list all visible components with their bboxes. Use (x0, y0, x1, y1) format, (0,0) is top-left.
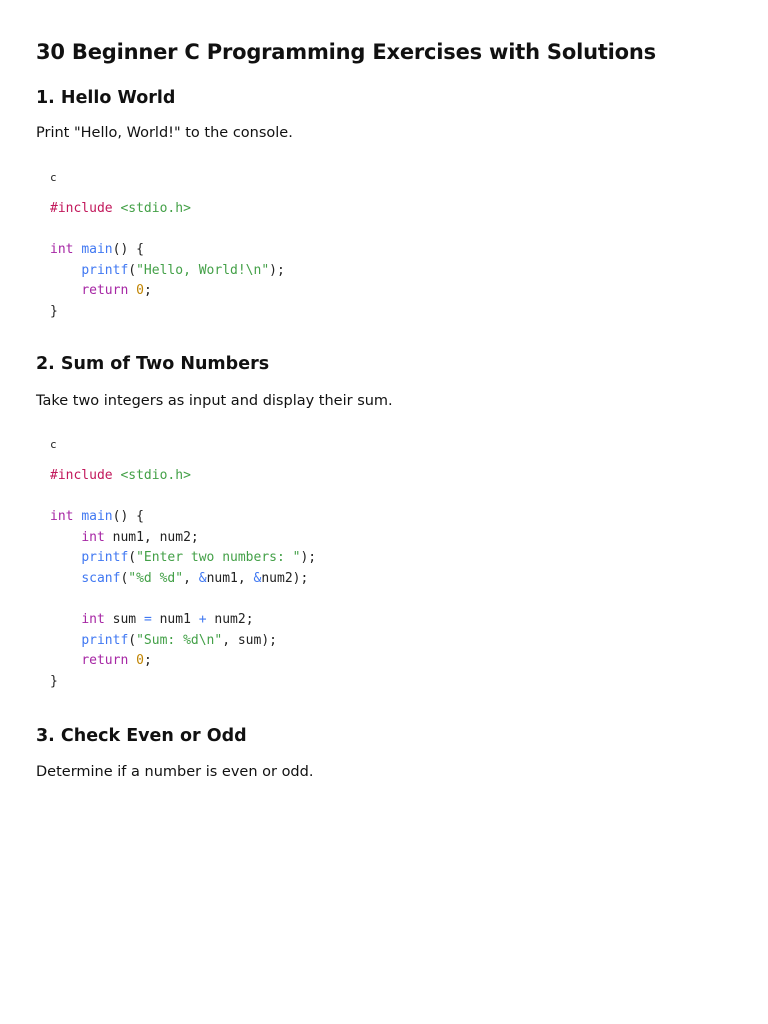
code-token: main (81, 509, 113, 525)
code-token: <stdio.h> (120, 468, 191, 483)
code-token: num1, (206, 570, 254, 586)
code-token: scanf (81, 570, 121, 586)
code-token: int (50, 242, 74, 258)
code-language-label: c (50, 438, 57, 451)
code-line (50, 261, 285, 282)
code-token: printf (81, 632, 129, 648)
section-heading-check-even-or-odd: 3. Check Even or Odd (36, 726, 247, 746)
section-heading-sum-of-two-numbers: 2. Sum of Two Numbers (36, 354, 270, 374)
code-line (50, 672, 316, 693)
code-token: } (50, 673, 58, 689)
code-token: & (198, 570, 207, 586)
code-token: ( (128, 262, 137, 278)
code-token: int (81, 612, 105, 628)
code-line (50, 466, 316, 487)
code-token: return (81, 283, 129, 299)
code-token: + (198, 612, 207, 628)
code-token: #include (50, 468, 113, 483)
code-token: num2; (206, 612, 254, 628)
section-description-sum-of-two-numbers: Take two integers as input and display their sum. (36, 393, 393, 409)
code-token: ; (143, 653, 152, 669)
code-token: main (81, 242, 113, 258)
code-line (50, 631, 316, 652)
code-token: & (253, 570, 262, 586)
code-token: num1, num2; (104, 529, 199, 545)
code-token: <stdio.h> (120, 201, 191, 216)
code-token: return (81, 653, 129, 669)
code-token: , (183, 570, 199, 586)
code-token: "%d %d" (128, 570, 184, 586)
code-token: num1 (151, 612, 199, 628)
code-token: "Hello, World!\n" (136, 262, 270, 278)
code-token: ( (128, 632, 137, 648)
code-token: #include (50, 201, 113, 216)
code-line (50, 487, 316, 508)
section-description-check-even-or-odd: Determine if a number is even or odd. (36, 764, 314, 780)
code-line (50, 281, 285, 302)
code-line (50, 199, 285, 220)
code-token: () { (112, 509, 144, 525)
code-line (50, 240, 285, 261)
code-line (50, 528, 316, 549)
code-line (50, 569, 316, 590)
code-token: ( (128, 550, 137, 566)
code-token: ); (269, 262, 285, 278)
code-token: printf (81, 550, 129, 566)
code-token: ); (300, 550, 317, 566)
code-token: 0 (136, 283, 144, 299)
code-token: ( (120, 570, 129, 586)
section-description-hello-world: Print "Hello, World!" to the console. (36, 125, 293, 141)
code-line (50, 507, 316, 528)
code-line (50, 651, 316, 672)
code-token: num2); (261, 570, 309, 586)
section-heading-hello-world: 1. Hello World (36, 88, 176, 108)
code-token: } (50, 303, 58, 319)
code-line (50, 590, 316, 611)
code-block-sum-of-two-numbers (50, 466, 316, 693)
code-token: () { (112, 242, 144, 258)
code-token: int (81, 529, 105, 545)
code-token: printf (81, 262, 129, 278)
code-token: "Sum: %d\n" (136, 632, 223, 648)
code-line (50, 548, 316, 569)
code-line (50, 220, 285, 241)
code-block-hello-world (50, 199, 285, 323)
code-language-label: c (50, 171, 57, 184)
code-token: int (50, 509, 74, 525)
code-token: 0 (136, 653, 144, 669)
code-token: ; (143, 283, 152, 299)
page-title: 30 Beginner C Programming Exercises with Solutions (36, 40, 656, 64)
code-line (50, 610, 316, 631)
code-token: "Enter two numbers: " (136, 550, 301, 566)
code-token: sum (104, 612, 144, 628)
code-token: , sum); (222, 632, 277, 648)
code-token: = (143, 612, 152, 628)
code-line (50, 302, 285, 323)
